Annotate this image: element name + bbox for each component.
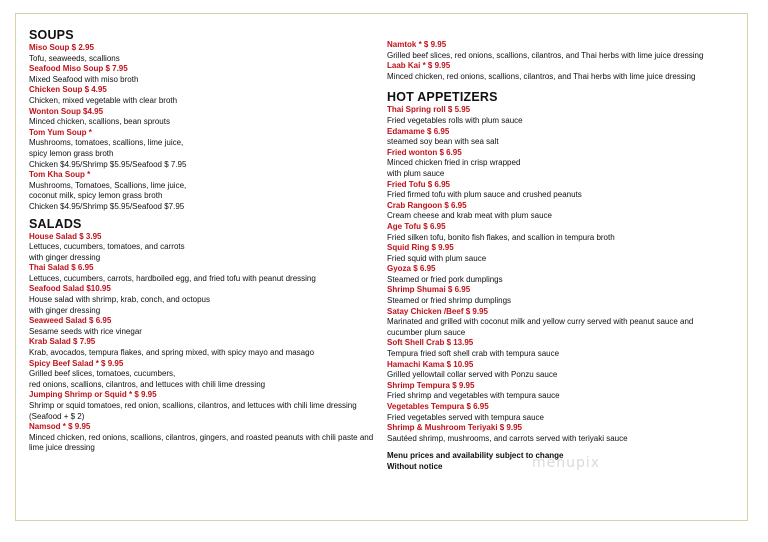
menu-item-name: Vegetables Tempura $ 6.95 [387, 402, 489, 411]
menu-item-name: Jumping Shrimp or Squid * $ 9.95 [29, 390, 157, 400]
menu-note-line-2: Without notice [387, 461, 443, 471]
menu-page [15, 13, 748, 521]
menu-item-name: Shrimp Shumai $ 6.95 [387, 285, 471, 295]
menu-item-name: Miso Soup $ 2.95 [29, 43, 94, 52]
menu-item [387, 360, 737, 381]
menu-item-description: Marinated and grilled with coconut milk and yellow curry served with peanut sauce and cucumber plum sauce [387, 317, 694, 337]
menu-item-description: Chicken, mixed vegetable with clear broth [29, 95, 178, 105]
menu-item [387, 222, 737, 243]
menu-item-description: steamed soy bean with sea salt [387, 137, 499, 147]
menu-item [29, 85, 374, 106]
menu-item [29, 284, 374, 316]
menu-item-name: Seafood Salad $10.95 [29, 284, 111, 294]
menu-item-name: Spicy Beef Salad * $ 9.95 [29, 358, 124, 368]
salads-heading: SALADS [29, 216, 82, 231]
menu-item [29, 422, 374, 454]
menu-item-description: Tofu, seaweeds, scallions [29, 53, 120, 63]
menu-item-description: Mushrooms, Tomatoes, Scallions, lime juice, coconut milk, spicy lemon grass broth Chicken $4.95/Shrimp $5.95/Seafood $7.95 [29, 180, 187, 211]
menu-item-name: Squid Ring $ 9.95 [387, 243, 454, 253]
salads-list [29, 232, 374, 454]
menu-item-name: Hamachi Kama $ 10.95 [387, 359, 474, 369]
menu-item [387, 243, 737, 264]
menu-item-description: Grilled yellowtail collar served with Ponzu sauce [387, 370, 558, 380]
menu-item-description: Fried vegetables served with tempura sauce [387, 412, 544, 422]
menu-item-description: Steamed or fried pork dumplings [387, 274, 503, 284]
left-column [29, 28, 374, 454]
menu-item-name: Tom Kha Soup * [29, 170, 91, 180]
menu-item [29, 316, 374, 337]
menu-item-name: Namtok * $ 9.95 [387, 40, 447, 49]
menu-item-name: Edamame $ 6.95 [387, 126, 450, 136]
menu-item-name: Krab Salad $ 7.95 [29, 337, 96, 347]
menu-item-name: Satay Chicken /Beef $ 9.95 [387, 306, 488, 316]
menu-item-name: Soft Shell Crab $ 13.95 [387, 338, 474, 348]
menu-item [29, 263, 374, 284]
soups-list [29, 43, 374, 213]
menu-item-description: Minced chicken, scallions, bean sprouts [29, 117, 170, 127]
menu-item-description: Fried shrimp and vegetables with tempura sauce [387, 391, 560, 401]
menu-item [387, 105, 737, 126]
menu-item-description: Lettuces, cucumbers, carrots, hardboiled egg, and fried tofu with peanut dressing [29, 273, 316, 283]
menu-item [387, 148, 737, 180]
menu-item-description: Fried firmed tofu with plum sauce and crushed peanuts [387, 190, 582, 200]
menu-item-description: Fried vegetables rolls with plum sauce [387, 115, 523, 125]
menu-item [387, 127, 737, 148]
menu-item [29, 359, 374, 391]
menu-item-description: Minced chicken fried in crisp wrapped with plum sauce [387, 158, 521, 178]
menu-item-description: Cream cheese and krab meat with plum sauce [387, 211, 552, 221]
menu-item [387, 402, 737, 423]
menu-item-description: Tempura fried soft shell crab with tempura sauce [387, 349, 560, 359]
menu-item [387, 381, 737, 402]
watermark-logo: menupix [532, 455, 601, 471]
menu-item-name: Seaweed Salad $ 6.95 [29, 316, 112, 326]
menu-item-name: Namsod * $ 9.95 [29, 422, 91, 432]
menu-item-description: House salad with shrimp, krab, conch, and octopus with ginger dressing [29, 295, 210, 315]
menu-item [387, 40, 737, 61]
menu-item-description: Minced chicken, red onions, scallions, cilantros, and Thai herbs with lime juice dressing [387, 71, 696, 81]
menu-item-description: Fried silken tofu, bonito fish flakes, and scallion in tempura broth [387, 232, 615, 242]
menu-item [29, 390, 374, 422]
menu-item-description: Sautéed shrimp, mushrooms, and carrots served with teriyaki sauce [387, 433, 628, 443]
menu-item [29, 337, 374, 358]
menu-item [29, 128, 374, 170]
menu-item-name: Wonton Soup $4.95 [29, 106, 104, 116]
menu-item-description: Steamed or fried shrimp dumplings [387, 296, 512, 306]
menu-item [387, 201, 737, 222]
salads-continued-list [387, 40, 737, 82]
menu-item-description: Minced chicken, red onions, scallions, cilantros, gingers, and roasted peanuts with chili paste and lime juice dressing [29, 432, 374, 453]
menu-item-name: Age Tofu $ 6.95 [387, 221, 446, 231]
menu-note-line-1: Menu prices and availability subject to change [387, 451, 564, 461]
hot-appetizers-list [387, 105, 737, 444]
menu-item-name: Thai Spring roll $ 5.95 [387, 105, 471, 115]
menu-item [29, 43, 374, 64]
menu-item [387, 285, 737, 306]
menu-item-description: Mushrooms, tomatoes, scallions, lime juice, spicy lemon grass broth Chicken $4.95/Shrimp $5.95/Seafood $ 7.95 [29, 138, 187, 169]
menu-item [387, 307, 737, 339]
menu-item-name: Shrimp & Mushroom Teriyaki $ 9.95 [387, 423, 523, 433]
menu-item-name: Fried wonton $ 6.95 [387, 147, 462, 157]
menu-item-description: Fried squid with plum sauce [387, 253, 487, 263]
menu-item [387, 180, 737, 201]
menu-item-description: Sesame seeds with rice vinegar [29, 326, 142, 336]
right-column [387, 40, 737, 473]
menu-item [387, 61, 737, 82]
menu-item [29, 170, 374, 212]
menu-item-description: Mixed Seafood with miso broth [29, 74, 139, 84]
menu-item-description: Krab, avocados, tempura flakes, and spring mixed, with spicy mayo and masago [29, 348, 315, 358]
soups-heading: SOUPS [29, 28, 74, 42]
menu-item-name: Shrimp Tempura $ 9.95 [387, 380, 475, 390]
menu-item-name: House Salad $ 3.95 [29, 231, 102, 241]
menu-item-description: Shrimp or squid tomatoes, red onion, scallions, cilantros, and lettuces with chili lime dressing (Seafood + $ 2) [29, 401, 357, 421]
hot-appetizers-heading: HOT APPETIZERS [387, 90, 498, 105]
menu-item-name: Thai Salad $ 6.95 [29, 263, 94, 273]
menu-item [387, 338, 737, 359]
menu-item-name: Chicken Soup $ 4.95 [29, 85, 107, 95]
menu-item-name: Fried Tofu $ 6.95 [387, 179, 450, 189]
menu-item-name: Laab Kai * $ 9.95 [387, 61, 451, 71]
menu-item [387, 264, 737, 285]
menu-item [29, 107, 374, 128]
menu-item-description: Lettuces, cucumbers, tomatoes, and carrots with ginger dressing [29, 242, 185, 262]
menu-item-name: Gyoza $ 6.95 [387, 264, 436, 274]
menu-item-name: Tom Yum Soup * [29, 127, 92, 137]
menu-item-name: Crab Rangoon $ 6.95 [387, 200, 467, 210]
menu-item [387, 423, 737, 444]
menu-item-description: Grilled beef slices, red onions, scallions, cilantros, and Thai herbs with lime juice dressing [387, 50, 704, 60]
menu-item [29, 232, 374, 264]
menu-item [29, 64, 374, 85]
menu-item-description: Grilled beef slices, tomatoes, cucumbers, red onions, scallions, cilantros, and lettuces with chili lime dressing [29, 369, 266, 389]
menu-item-name: Seafood Miso Soup $ 7.95 [29, 64, 128, 74]
